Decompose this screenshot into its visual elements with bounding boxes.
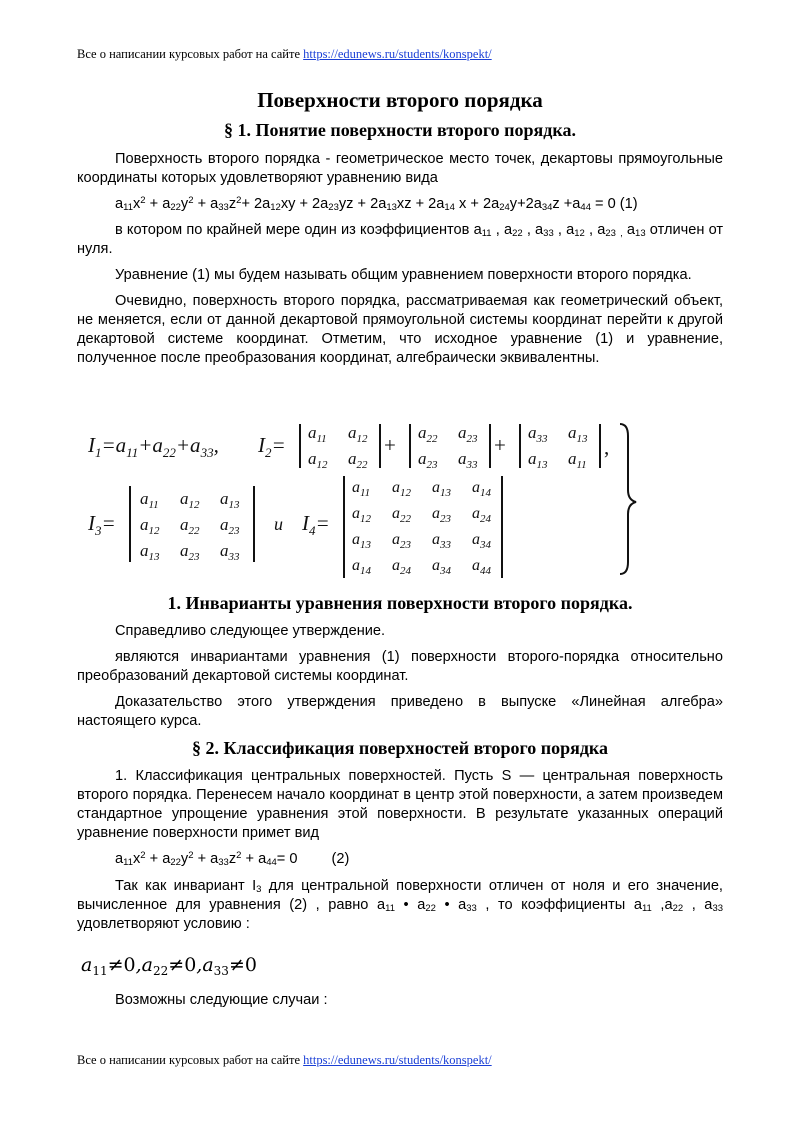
paragraph-central-surfaces: 1. Классификация центральных поверхностей. Пусть S — центральная поверхность второго порядка. Перенесем начало координат в центр этой поверхности, а затем произведем стандартное упрощение уравнения этой поверхности. В результате указанных операций уравнение поверхности примет вид: [77, 768, 723, 841]
paragraph-general-equation: Уравнение (1) мы будем называть общим уравнением поверхности второго порядка.: [115, 267, 692, 283]
paragraph-invariant-i3: Так как инвариант $I_3$ для центральной поверхности отличен от ноля и его значение, вычисленное для уравнения (2) , равно $a_{11}$ • $a_{22}$ • $a_{33}$ , то коэффициенты $a_{11}$ $,a_{22}$ , $a_{33}$ удовлетворяют условию :: [77, 878, 724, 932]
condition-formula: $a_{11}\ne 0,a_{22}\ne 0,a_{33}\ne 0$: [81, 954, 257, 978]
section1-heading: § 1. Понятие поверхности второго порядка.: [224, 120, 576, 140]
svg-text:a14: $a_{14}$: [352, 557, 371, 577]
equation-1: $a_{11}x^2 + a_{22}y^2 + a_{33}z^2+ 2a_{12}xy + 2a_{23}yz + 2a_{13}xz + 2a_{14}$ $x + 2a_{24}y+2a_{34}z +a_{44} = 0$ (1): [115, 195, 638, 213]
paragraph-definition: Поверхность второго порядка - геометрическое место точек, декартовы прямоугольные координаты которых удовлетворяют уравнению вида: [77, 151, 723, 186]
header-link[interactable]: https://edunews.ru/students/konspekt/: [303, 47, 492, 61]
svg-text:a13: $a_{13}$: [220, 489, 240, 511]
section2-heading: § 2. Классификация поверхностей второго порядка: [191, 738, 609, 758]
svg-text:a12: $a_{12}$: [352, 505, 371, 525]
svg-text:a22: $a_{22}$: [348, 449, 368, 471]
footer-link[interactable]: https://edunews.ru/students/konspekt/: [303, 1053, 492, 1067]
svg-text:a34: $a_{34}$: [472, 531, 491, 551]
paragraph-invariance: Очевидно, поверхность второго порядка, рассматриваемая как геометрический объект, не меняется, если от данной декартовой прямоугольной системы координат перейти к другой декартовой системе координат. Отметим, что исходное уравнение (1) и уравнение, полученное после преобразования координат, алгебраически эквивалентны.: [77, 293, 723, 366]
svg-text:a33: $a_{33}$: [432, 531, 451, 551]
svg-text:a11: $a_{11}$: [140, 489, 159, 511]
paragraph-cases: Возможны следующие случаи :: [115, 992, 328, 1008]
svg-text:a11: $a_{11}$: [568, 449, 587, 471]
paragraph-invariants: являются инвариантами уравнения (1) поверхности второго-порядка относительно преобразований декартовой системы координат.: [77, 649, 723, 684]
svg-text:a23: $a_{23}$: [432, 505, 451, 525]
svg-text:a13: $a_{13}$: [528, 449, 548, 471]
svg-text:I1=a11+a22+a33,: $I_1=a_{11}+a_{22}+a_{33}$,: [88, 433, 219, 460]
svg-text:a12: $a_{12}$: [392, 479, 411, 499]
svg-text:a23: $a_{23}$: [220, 515, 240, 537]
svg-text:a13: $a_{13}$: [140, 541, 160, 563]
svg-text:a23: $a_{23}$: [418, 449, 438, 471]
svg-text:+: +: [384, 433, 396, 457]
subheading-invariants: 1. Инварианты уравнения поверхности второго порядка.: [167, 593, 633, 613]
svg-text:a11: $a_{11}$: [308, 423, 327, 445]
svg-text:a13: $a_{13}$: [352, 531, 371, 551]
svg-text:a23: $a_{23}$: [392, 531, 411, 551]
svg-text:I4=: $I_4=$: [302, 511, 330, 538]
svg-text:,: ,: [604, 435, 610, 459]
svg-text:I3=: $I_3=$: [88, 511, 116, 538]
svg-text:u: u: [274, 514, 283, 534]
svg-text:a33: $a_{33}$: [220, 541, 240, 563]
svg-text:a12: $a_{12}$: [180, 489, 200, 511]
paragraph-coefficients: в котором по крайней мере один из коэффициентов $a_{11}$ , $a_{22}$ , $a_{33}$ , $a_{12}$ , $a_{23}$ $_,$ $a_{13}$ отличен от нуля.: [77, 222, 724, 257]
svg-text:a14: $a_{14}$: [472, 479, 491, 499]
svg-text:a22: $a_{22}$: [418, 423, 438, 445]
page-header: Все о написании курсовых работ на сайте https://edunews.ru/students/konspekt/: [77, 47, 492, 61]
svg-text:a44: $a_{44}$: [472, 557, 491, 577]
svg-text:I2=: $I_2=$: [258, 433, 286, 460]
page-title: Поверхности второго порядка: [257, 88, 543, 112]
svg-text:+: +: [494, 433, 506, 457]
svg-text:a33: $a_{33}$: [458, 449, 478, 471]
svg-text:a12: $a_{12}$: [348, 423, 368, 445]
paragraph-proof: Доказательство этого утверждения приведено в выпуске «Линейная алгебра» настоящего курса.: [77, 694, 723, 729]
svg-text:a13: $a_{13}$: [568, 423, 588, 445]
svg-text:a22: $a_{22}$: [392, 505, 411, 525]
page-footer: Все о написании курсовых работ на сайте https://edunews.ru/students/konspekt/: [77, 1053, 492, 1067]
equation-2: $a_{11}x^2 + a_{22}y^2 + a_{33}z^2 + a_{44}= 0$ (2): [115, 850, 350, 868]
svg-text:a12: $a_{12}$: [140, 515, 160, 537]
svg-text:a24: $a_{24}$: [472, 505, 491, 525]
svg-text:a24: $a_{24}$: [392, 557, 411, 577]
svg-text:a34: $a_{34}$: [432, 557, 451, 577]
svg-text:a13: $a_{13}$: [432, 479, 451, 499]
svg-text:a23: $a_{23}$: [180, 541, 200, 563]
svg-text:a22: $a_{22}$: [180, 515, 200, 537]
svg-text:a11: $a_{11}$: [352, 479, 371, 499]
svg-text:a12: $a_{12}$: [308, 449, 328, 471]
invariants-formula-image: [82, 412, 642, 582]
svg-text:a23: $a_{23}$: [458, 423, 478, 445]
paragraph-statement: Справедливо следующее утверждение.: [115, 623, 386, 639]
svg-text:a33: $a_{33}$: [528, 423, 548, 445]
